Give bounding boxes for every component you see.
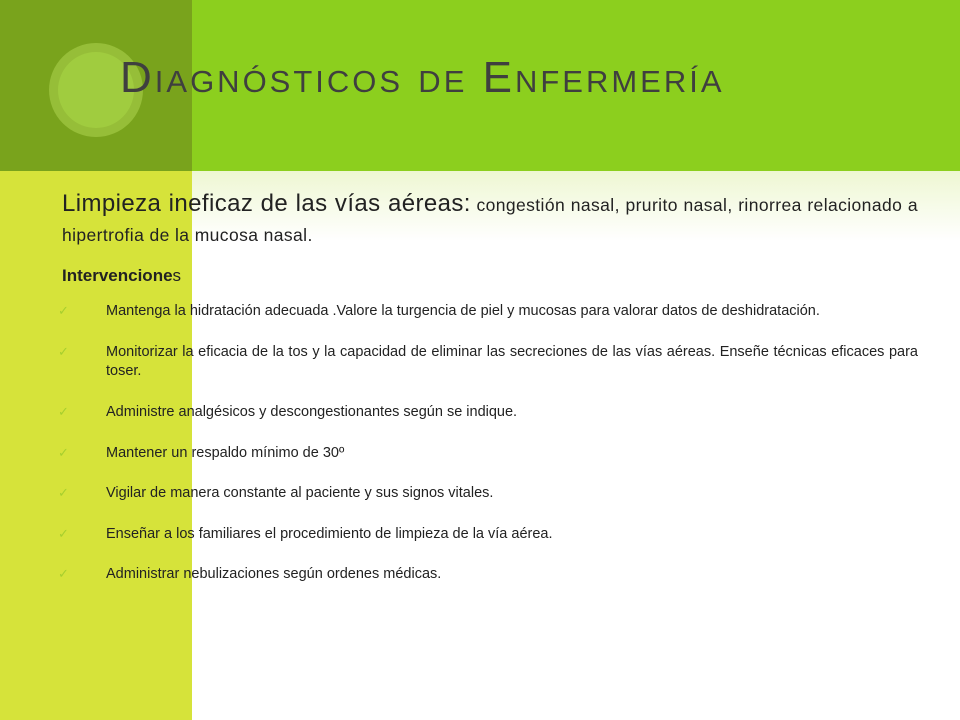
- diagnosis-label: Limpieza ineficaz de las vías aéreas:: [62, 190, 471, 217]
- list-item: [58, 565, 918, 585]
- intervention-text: Enseñar a los familiares el procedimiento de limpieza de la vía aérea.: [106, 525, 553, 542]
- intervention-text: Mantener un respaldo mínimo de 30º: [106, 444, 345, 461]
- checkmark-icon: ✓: [58, 343, 69, 359]
- list-item: [58, 525, 918, 545]
- checkmark-icon: ✓: [58, 444, 69, 460]
- list-item: [58, 403, 918, 423]
- checkmark-icon: ✓: [58, 403, 69, 419]
- diagnosis-paragraph: [62, 186, 918, 248]
- checkmark-icon: ✓: [58, 566, 69, 582]
- checkmark-icon: ✓: [58, 485, 69, 501]
- list-item: [58, 484, 918, 504]
- slide-title: Diagnósticos de Enfermería: [120, 53, 725, 102]
- intervention-text: Administre analgésicos y descongestionantes según se indique.: [106, 403, 518, 420]
- intervention-text: Monitorizar la eficacia de la tos y la capacidad de eliminar las secreciones de las vías aéreas. Enseñe técnicas eficaces para toser.: [106, 343, 918, 380]
- interventions-heading: [62, 266, 918, 286]
- list-item: [58, 444, 918, 464]
- list-item: [58, 343, 918, 382]
- diagnosis-text: congestión nasal, prurito nasal, rinorrea relacionado a hipertrofia de la mucosa nasal.: [62, 195, 918, 245]
- interventions-list: [58, 302, 918, 585]
- checkmark-icon: ✓: [58, 525, 69, 541]
- checkmark-icon: ✓: [58, 303, 69, 319]
- list-item: [58, 302, 918, 322]
- interventions-heading-main: Intervencione: [62, 266, 173, 286]
- slide-content: [58, 186, 918, 606]
- intervention-text: Administrar nebulizaciones según ordenes médicas.: [106, 566, 442, 583]
- interventions-heading-tail: s: [172, 266, 182, 286]
- intervention-text: Vigilar de manera constante al paciente y sus signos vitales.: [106, 485, 494, 502]
- intervention-text: Mantenga la hidratación adecuada .Valore la turgencia de piel y mucosas para valorar datos de deshidratación.: [106, 303, 820, 320]
